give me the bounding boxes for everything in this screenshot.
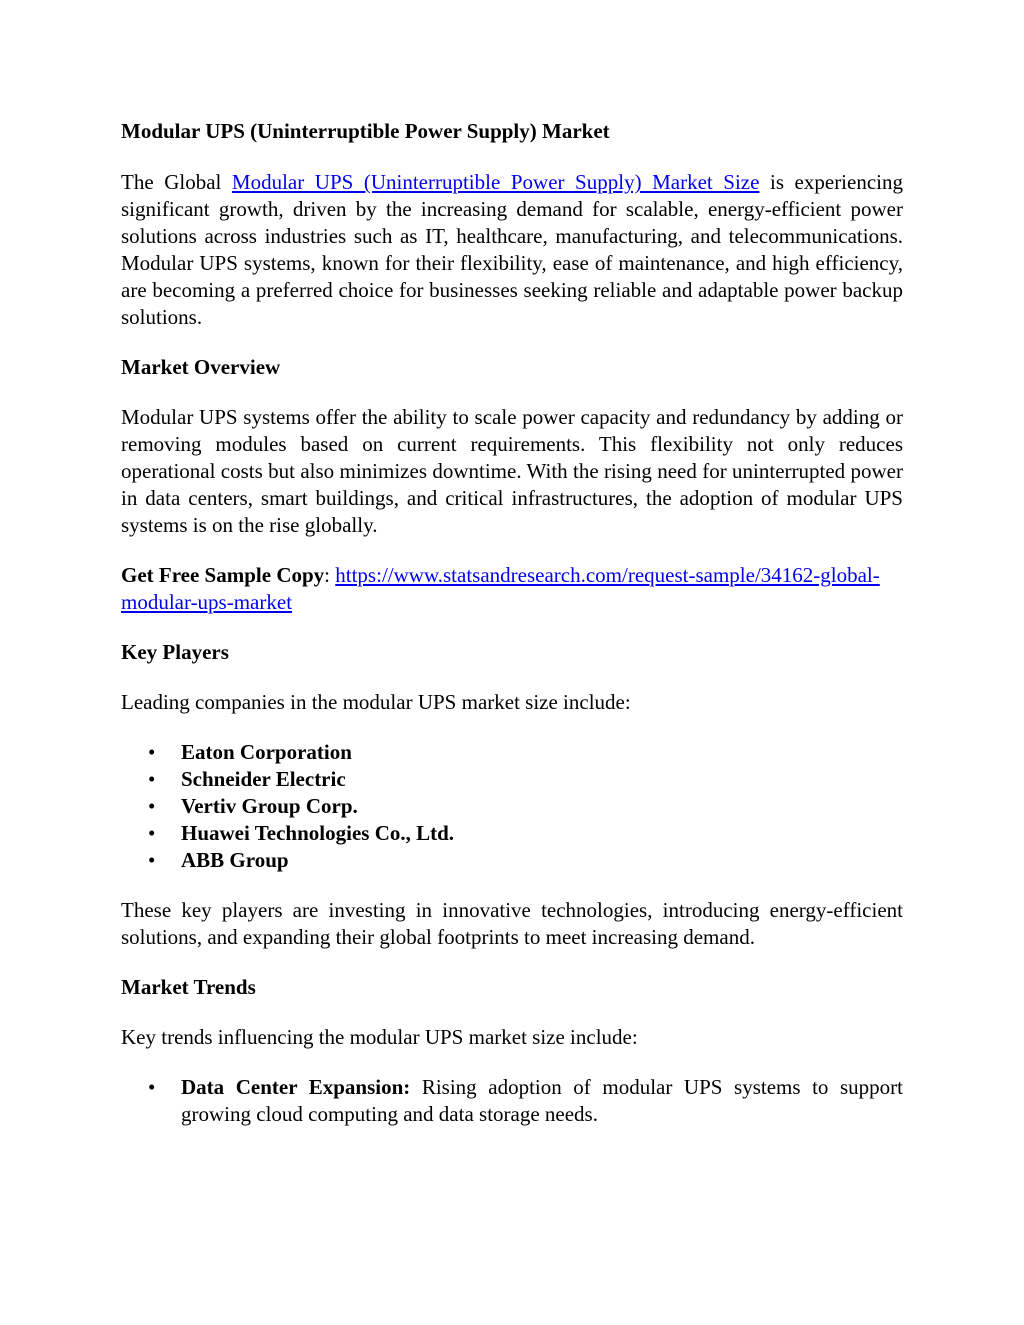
market-trends-intro: Key trends influencing the modular UPS market size include: (121, 1025, 638, 1049)
key-players-heading: Key Players (121, 640, 229, 664)
list-item (148, 766, 903, 793)
document-title: Modular UPS (Uninterruptible Power Supply) Market (121, 119, 610, 143)
player-name: Schneider Electric (181, 767, 346, 791)
sample-copy-label: Get Free Sample Copy (121, 563, 325, 587)
bullet-icon: • (148, 740, 156, 764)
bullet-icon: • (148, 767, 156, 791)
intro-rest-text: is experiencing significant growth, driven by the increasing demand for scalable, energy-efficient power solutions across industries such as IT, healthcare, manufacturing, and telecommunications. Modular UPS systems, known for their flexibility, ease of maintenance, and high efficiency, are becoming a preferred choice for businesses seeking reliable and adaptable power backup solutions. (121, 170, 903, 329)
player-name: Vertiv Group Corp. (181, 794, 358, 818)
sample-copy-link[interactable]: https://www.statsandresearch.com/request-sample/34162-global-modular-ups-market (121, 563, 880, 614)
intro-paragraph (121, 169, 903, 331)
list-item (148, 1074, 903, 1128)
market-trends-list (121, 1074, 903, 1128)
list-item (148, 793, 903, 820)
document-page (121, 118, 903, 1128)
player-name: ABB Group (181, 848, 289, 872)
market-overview-paragraph: Modular UPS systems offer the ability to scale power capacity and redundancy by adding or removing modules based on current requirements. This flexibility not only reduces operational costs but also minimizes downtime. With the rising need for uninterrupted power in data centers, smart buildings, and critical infrastructures, the adoption of modular UPS systems is on the rise globally. (121, 405, 903, 537)
player-name: Huawei Technologies Co., Ltd. (181, 821, 455, 845)
bullet-icon: • (148, 821, 156, 845)
sample-copy-separator: : (324, 563, 336, 587)
trend-title: Data Center Expansion: (181, 1075, 411, 1099)
player-name: Eaton Corporation (181, 740, 352, 764)
market-overview-heading: Market Overview (121, 355, 281, 379)
intro-lead-text: The Global (121, 170, 232, 194)
list-item (148, 739, 903, 766)
market-size-link[interactable]: Modular UPS (Uninterruptible Power Supply) Market Size (231, 170, 760, 194)
sample-copy-line (121, 562, 903, 616)
trend-text: Rising adoption of modular UPS systems to support growing cloud computing and data storage needs. (181, 1075, 903, 1126)
bullet-icon: • (148, 848, 156, 872)
list-item (148, 847, 903, 874)
key-players-list (121, 739, 903, 874)
market-trends-heading: Market Trends (121, 975, 256, 999)
bullet-icon: • (148, 794, 156, 818)
bullet-icon: • (148, 1075, 156, 1099)
key-players-intro: Leading companies in the modular UPS market size include: (121, 690, 631, 714)
key-players-closing: These key players are investing in innovative technologies, introducing energy-efficient solutions, and expanding their global footprints to meet increasing demand. (121, 898, 903, 949)
list-item (148, 820, 903, 847)
